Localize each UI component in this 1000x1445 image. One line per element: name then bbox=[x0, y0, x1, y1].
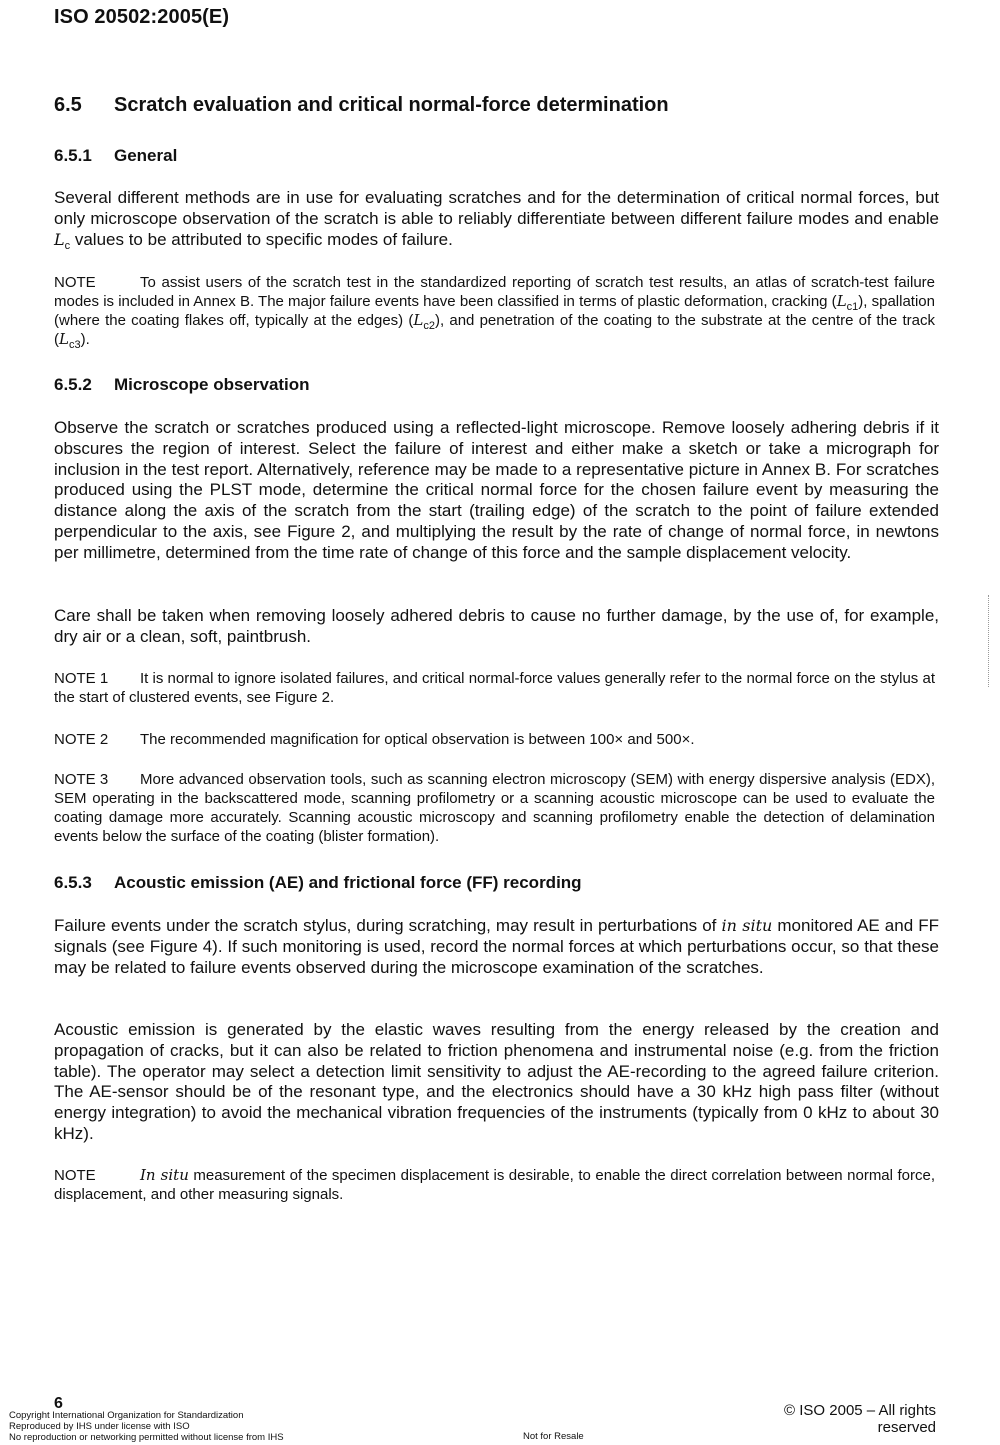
note-label: NOTE bbox=[54, 1167, 96, 1184]
page-number: 6 bbox=[54, 1395, 63, 1412]
microscope-paragraph-2: Care shall be taken when removing loosely adhered debris to cause no further damage, by the use of, for example, dry air or a clean, soft, paintbrush. bbox=[54, 606, 939, 646]
note-label: NOTE bbox=[54, 274, 96, 291]
subsection-number: 6.5.3 bbox=[54, 873, 92, 892]
footer-copyright-block: Copyright International Organization for Standardization Reproduced by IHS under license with ISO No reproduction or networking permitted without license from IHS bbox=[9, 1410, 284, 1443]
note-label: NOTE 2 bbox=[54, 731, 109, 748]
note-label: NOTE 1 bbox=[54, 670, 109, 687]
not-for-resale: Not for Resale bbox=[523, 1431, 584, 1442]
lc-symbol: L bbox=[54, 229, 65, 249]
section-heading bbox=[54, 94, 669, 117]
section-number: 6.5 bbox=[54, 94, 82, 116]
copyright-notice: © ISO 2005 – All rights reserved bbox=[784, 1402, 936, 1436]
subsection-number: 6.5.2 bbox=[54, 375, 92, 394]
acoustic-paragraph-2: Acoustic emission is generated by the elastic waves resulting from the energy released by the creation and propagation of cracks, but it can also be related to friction phenomena and instrumental noise (e.g. from the friction table). The operator may select a detection limit sensitivity to adjust the AE-recording to the agreed failure criterion. The AE-sensor should be of the resonant type, and the electronics should have a 30 kHz high pass filter (without energy integration) to avoid the mechanical vibration frequencies of the instruments (typically from 0 kHz to about 30 kHz). bbox=[54, 1020, 939, 1143]
acoustic-paragraph-1: Failure events under the scratch stylus, during scratching, may result in perturbations of in situ monitored AE and FF signals (see Figure 4). If such monitoring is used, record the normal forces at which perturbations occur, so that these may be related to failure events observed during the microscope examination of the scratches. bbox=[54, 916, 939, 977]
section-title: Scratch evaluation and critical normal-force determination bbox=[114, 94, 669, 116]
subsection-heading-acoustic bbox=[54, 873, 582, 893]
microscope-note-1: NOTE 1 It is normal to ignore isolated failures, and critical normal-force values generally refer to the normal force on the stylus at the start of clustered events, see Figure 2. bbox=[54, 670, 935, 706]
subsection-title: Microscope observation bbox=[114, 375, 310, 394]
margin-mark bbox=[988, 595, 997, 687]
acoustic-note: NOTE In situ measurement of the specimen displacement is desirable, to enable the direct correlation between normal force, displacement, and other measuring signals. bbox=[54, 1166, 935, 1203]
note-label: NOTE 3 bbox=[54, 771, 109, 788]
general-note: NOTE To assist users of the scratch test in the standardized reporting of scratch test results, an atlas of scratch-test failure modes is included in Annex B. The major failure events have been classified in terms of plastic deformation, cracking $(L_{c1})$, spallation (where the coating flakes off, typically at the edges) $(L_{c2})$, and penetration of the coating to the substrate at the centre of the track $(L_{c3})$. bbox=[54, 274, 935, 351]
general-paragraph: Several different methods are in use for evaluating scratches and for the determination of critical normal forces, but only microscope observation of the scratch is able to reliably differentiate between different failure modes and enable $L_c$ values to be attributed to specific modes of failure. bbox=[54, 188, 939, 252]
microscope-note-2: NOTE 2 The recommended magnification for optical observation is between 100× and 500×. bbox=[54, 731, 695, 748]
microscope-paragraph-1: Observe the scratch or scratches produced using a reflected-light microscope. Remove loosely adhering debris if it obscures the region of interest. Select the failure of interest and either make a sketch or take a micrograph for inclusion in the test report. Alternatively, reference may be made to a representative picture in Annex B. For scratches produced using the PLST mode, determine the critical normal force for the chosen failure event by measuring the distance along the axis of the scratch from the start (trailing edge) of the scratch to the point of failure extended perpendicular to the axis, see Figure 2, and multiplying the result by the rate of change of normal force, in newtons per millimetre, determined from the time rate of change of this force and the sample displacement velocity. bbox=[54, 418, 939, 562]
subsection-title: Acoustic emission (AE) and frictional force (FF) recording bbox=[114, 873, 582, 892]
document-header: ISO 20502:2005(E) bbox=[54, 6, 230, 28]
microscope-note-3: NOTE 3 More advanced observation tools, such as scanning electron microscopy (SEM) with energy dispersive analysis (EDX), SEM operating in the backscattered mode, scanning profilometry or a scanning acoustic microscope can be used to evaluate the coating damage more accurately. Scanning acoustic microscopy and scanning profilometry enable the detection of delamination events below the surface of the coating (blister formation). bbox=[54, 771, 935, 845]
subsection-title: General bbox=[114, 146, 178, 165]
subsection-heading-general bbox=[54, 146, 177, 166]
subsection-heading-microscope bbox=[54, 375, 310, 395]
subsection-number: 6.5.1 bbox=[54, 146, 92, 165]
